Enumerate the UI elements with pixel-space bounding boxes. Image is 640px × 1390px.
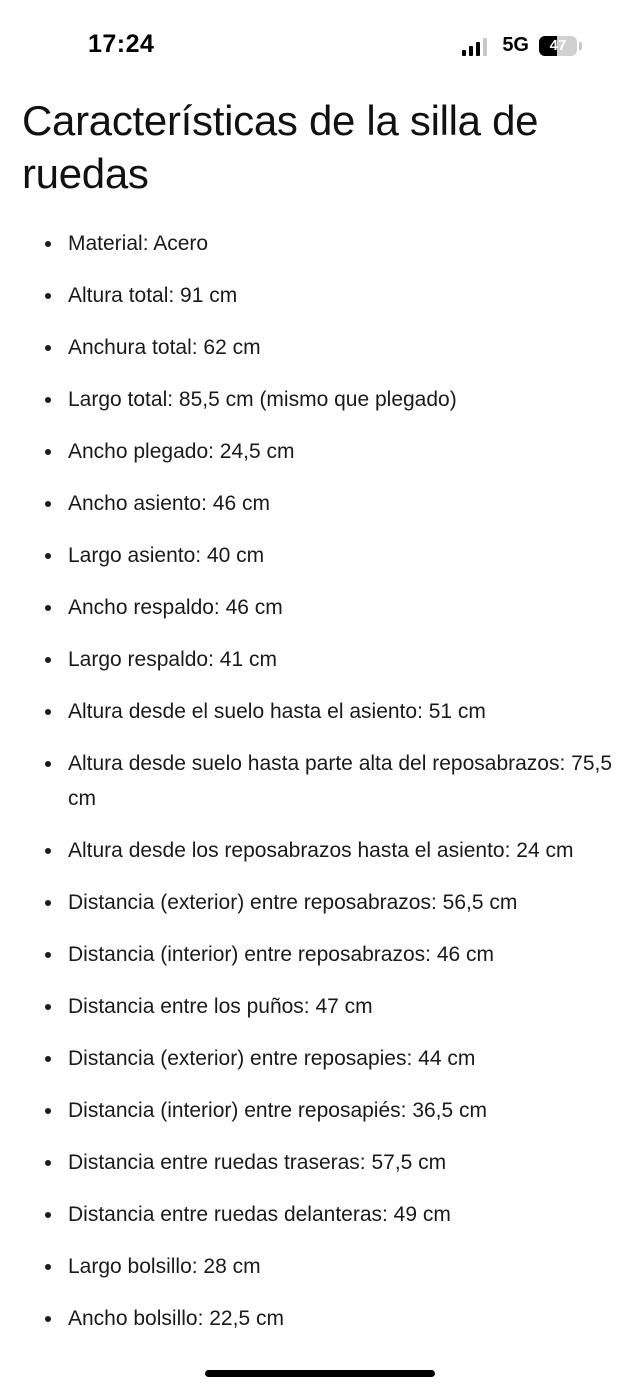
list-item bbox=[68, 590, 613, 625]
list-item bbox=[68, 833, 613, 868]
bullet-icon bbox=[45, 1316, 51, 1322]
bullet-icon bbox=[45, 293, 51, 299]
battery-icon bbox=[539, 36, 577, 56]
list-item-text: Altura desde suelo hasta parte alta del reposabrazos: 75,5 cm bbox=[68, 752, 613, 810]
bullet-icon bbox=[45, 761, 51, 767]
list-item-text: Ancho respaldo: 46 cm bbox=[68, 596, 283, 619]
bullet-icon bbox=[45, 900, 51, 906]
list-item-text: Distancia entre los puños: 47 cm bbox=[68, 995, 373, 1018]
list-item-text: Ancho asiento: 46 cm bbox=[68, 492, 270, 515]
bullet-icon bbox=[45, 1056, 51, 1062]
list-item-text: Ancho bolsillo: 22,5 cm bbox=[68, 1307, 284, 1330]
battery-cap bbox=[579, 42, 582, 50]
list-item-text: Distancia (interior) entre reposapiés: 36,5 cm bbox=[68, 1099, 488, 1122]
cellular-signal-icon bbox=[462, 36, 490, 56]
bullet-icon bbox=[45, 345, 51, 351]
bullet-icon bbox=[45, 605, 51, 611]
list-item bbox=[68, 937, 613, 972]
list-item-text: Altura total: 91 cm bbox=[68, 284, 238, 307]
list-item-text: Distancia (exterior) entre reposapies: 44 cm bbox=[68, 1047, 476, 1070]
bullet-icon bbox=[45, 1212, 51, 1218]
bullet-icon bbox=[45, 501, 51, 507]
bullet-icon bbox=[45, 1264, 51, 1270]
list-item-text: Distancia entre ruedas traseras: 57,5 cm bbox=[68, 1151, 447, 1174]
home-indicator[interactable] bbox=[205, 1370, 435, 1377]
bullet-icon bbox=[45, 848, 51, 854]
list-item bbox=[68, 486, 613, 521]
list-item-text: Largo total: 85,5 cm (mismo que plegado) bbox=[68, 388, 457, 411]
list-item-text: Altura desde el suelo hasta el asiento: 51 cm bbox=[68, 700, 486, 723]
bullet-icon bbox=[45, 1160, 51, 1166]
list-item bbox=[68, 746, 613, 816]
bullet-icon bbox=[45, 449, 51, 455]
bullet-icon bbox=[45, 241, 51, 247]
bullet-icon bbox=[45, 952, 51, 958]
status-bar bbox=[0, 0, 640, 92]
list-item-text: Distancia entre ruedas delanteras: 49 cm bbox=[68, 1203, 451, 1226]
bullet-icon bbox=[45, 1004, 51, 1010]
bullet-icon bbox=[45, 709, 51, 715]
bullet-icon bbox=[45, 553, 51, 559]
signal-bar bbox=[469, 46, 473, 56]
list-item bbox=[68, 382, 613, 417]
bullet-icon bbox=[45, 397, 51, 403]
list-item bbox=[68, 226, 613, 261]
status-time: 17:24 bbox=[88, 30, 155, 58]
bullet-icon bbox=[45, 1108, 51, 1114]
battery-level: 47 bbox=[549, 36, 567, 54]
bullet-icon bbox=[45, 657, 51, 663]
list-item-text: Largo asiento: 40 cm bbox=[68, 544, 265, 567]
list-item bbox=[68, 1301, 613, 1336]
spec-list bbox=[68, 226, 613, 1353]
status-indicators bbox=[462, 34, 582, 57]
list-item bbox=[68, 278, 613, 313]
signal-bar bbox=[476, 42, 480, 56]
list-item-text: Largo bolsillo: 28 cm bbox=[68, 1255, 261, 1278]
list-item bbox=[68, 642, 613, 677]
list-item-text: Altura desde los reposabrazos hasta el asiento: 24 cm bbox=[68, 839, 574, 862]
list-item bbox=[68, 1093, 613, 1128]
list-item bbox=[68, 885, 613, 920]
list-item-text: Anchura total: 62 cm bbox=[68, 336, 261, 359]
signal-bar bbox=[462, 50, 466, 56]
list-item bbox=[68, 1249, 613, 1284]
list-item bbox=[68, 1041, 613, 1076]
list-item-text: Distancia (exterior) entre reposabrazos: 56,5 cm bbox=[68, 891, 518, 914]
signal-bar bbox=[483, 38, 487, 56]
list-item bbox=[68, 538, 613, 573]
list-item-text: Material: Acero bbox=[68, 232, 209, 255]
page-title: Características de la silla de ruedas bbox=[22, 97, 539, 197]
list-item bbox=[68, 434, 613, 469]
list-item bbox=[68, 989, 613, 1024]
list-item-text: Largo respaldo: 41 cm bbox=[68, 648, 277, 671]
list-item bbox=[68, 330, 613, 365]
network-type: 5G bbox=[502, 34, 529, 56]
list-item bbox=[68, 694, 613, 729]
list-item-text: Ancho plegado: 24,5 cm bbox=[68, 440, 295, 463]
list-item-text: Distancia (interior) entre reposabrazos: 46 cm bbox=[68, 943, 495, 966]
list-item bbox=[68, 1145, 613, 1180]
list-item bbox=[68, 1197, 613, 1232]
